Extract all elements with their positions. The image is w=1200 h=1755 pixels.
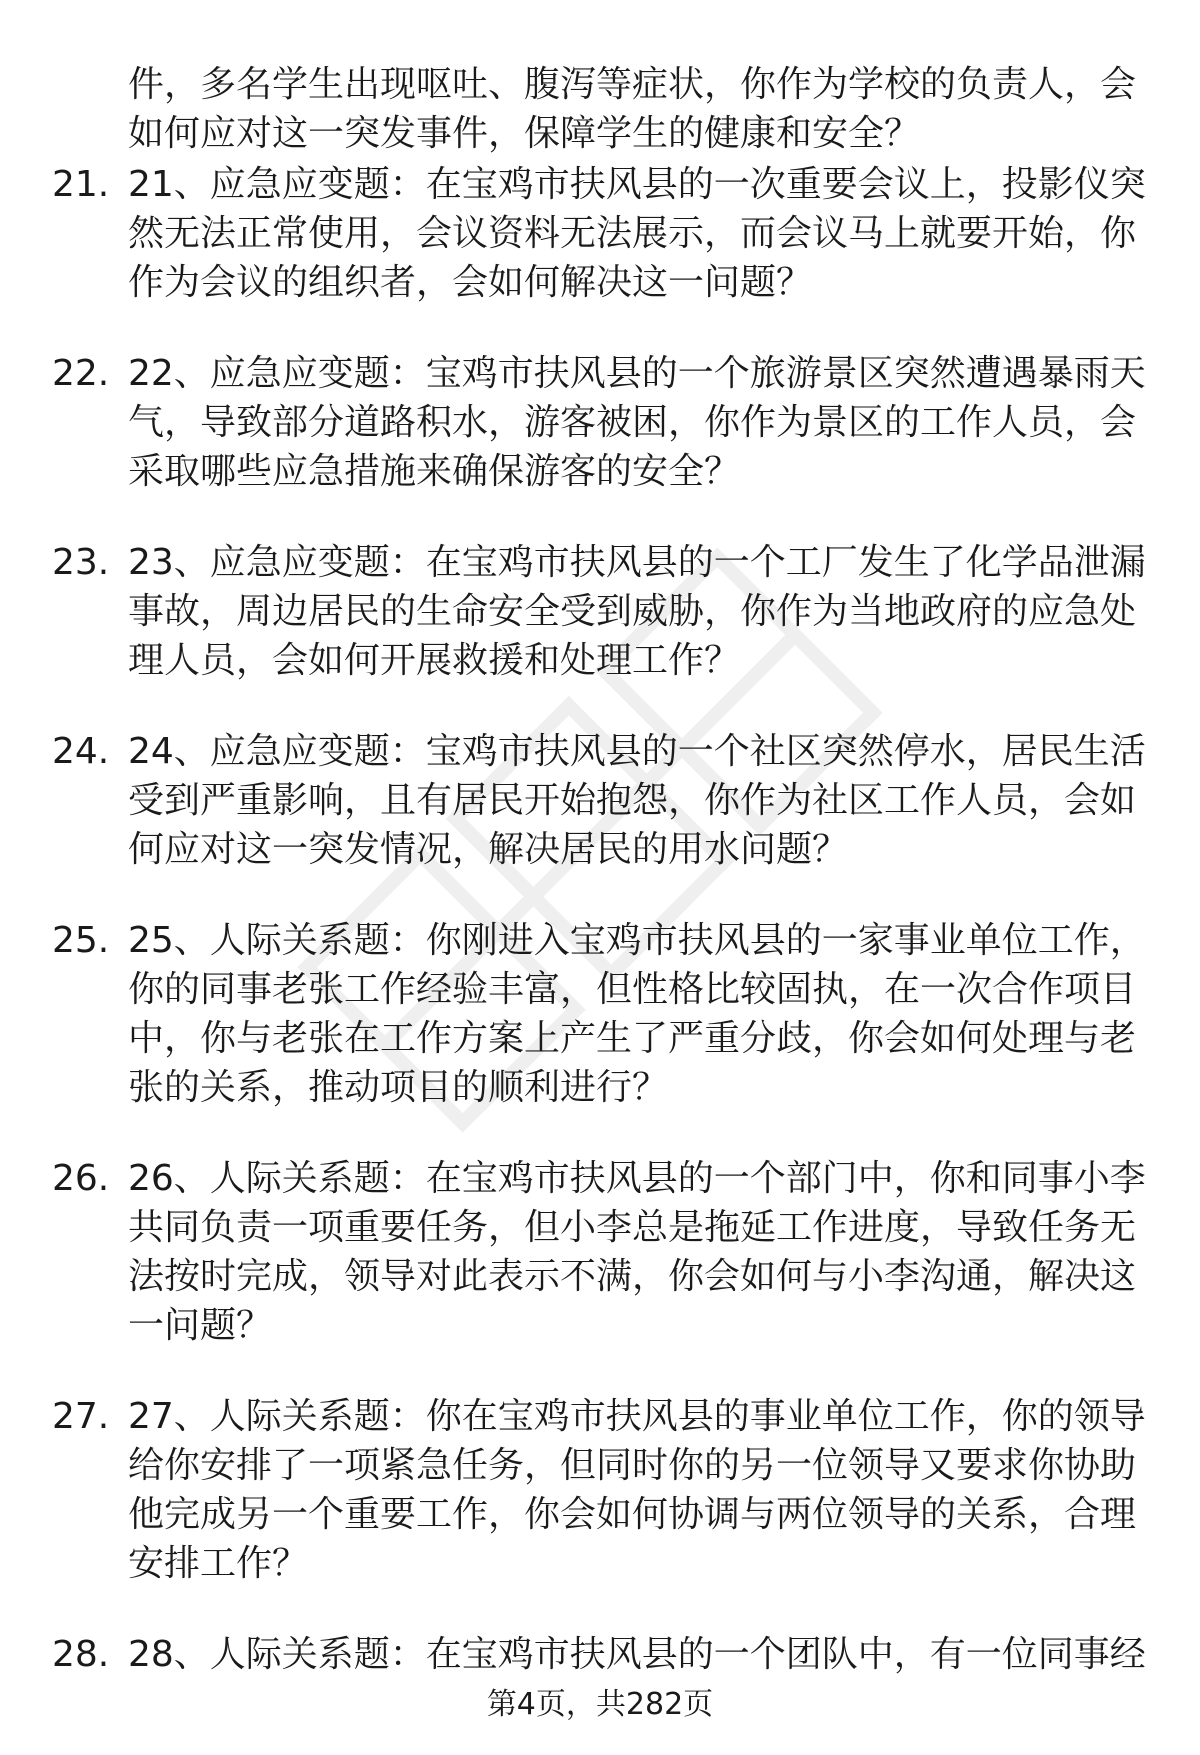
question-text: 24、应急应变题：宝鸡市扶风县的一个社区突然停水，居民生活受到严重影响，且有居民开始抱怨，你作为社区工作人员，会如何应对这一突发情况，解决居民的用水问题？ [128, 731, 1146, 870]
question-text: 21、应急应变题：在宝鸡市扶风县的一次重要会议上，投影仪突然无法正常使用，会议资料无法展示，而会议马上就要开始，你作为会议的组织者，会如何解决这一问题？ [128, 164, 1146, 303]
question-item [0, 1154, 1200, 1350]
question-text: 27、人际关系题：你在宝鸡市扶风县的事业单位工作，你的领导给你安排了一项紧急任务，但同时你的另一位领导又要求你协助他完成另一个重要工作，你会如何协调与两位领导的关系，合理安排工作？ [128, 1396, 1146, 1584]
question-text: 26、人际关系题：在宝鸡市扶风县的一个部门中，你和同事小李共同负责一项重要任务，但小李总是拖延工作进度，导致任务无法按时完成，领导对此表示不满，你会如何与小李沟通，解决这一问题？ [128, 1158, 1146, 1346]
question-number: 27. [52, 1396, 110, 1437]
question-item [0, 727, 1200, 874]
question-number: 28. [52, 1634, 110, 1675]
question-number: 22. [52, 353, 110, 394]
question-text: 28、人际关系题：在宝鸡市扶风县的一个团队中，有一位同事经 [128, 1634, 1146, 1675]
question-item [0, 349, 1200, 496]
question-item [0, 1392, 1200, 1588]
question-item [0, 916, 1200, 1112]
question-text: 22、应急应变题：宝鸡市扶风县的一个旅游景区突然遭遇暴雨天气，导致部分道路积水，游客被困，你作为景区的工作人员，会采取哪些应急措施来确保游客的安全？ [128, 353, 1146, 492]
question-number: 26. [52, 1158, 110, 1199]
continuation-paragraph: 件，多名学生出现呕吐、腹泻等症状，你作为学校的负责人，会如何应对这一突发事件，保障学生的健康和安全？ [128, 64, 1137, 154]
question-number: 25. [52, 920, 110, 961]
question-text: 23、应急应变题：在宝鸡市扶风县的一个工厂发生了化学品泄漏事故，周边居民的生命安全受到威胁，你作为当地政府的应急处理人员，会如何开展救援和处理工作？ [128, 542, 1146, 681]
question-number: 24. [52, 731, 110, 772]
question-number: 23. [52, 542, 110, 583]
question-item [0, 1630, 1200, 1679]
question-list [0, 160, 1200, 1721]
question-item [0, 160, 1200, 307]
question-number: 21. [52, 164, 110, 205]
page-footer: 第4页，共282页 [486, 1687, 714, 1722]
question-item [0, 538, 1200, 685]
question-text: 25、人际关系题：你刚进入宝鸡市扶风县的一家事业单位工作，你的同事老张工作经验丰富，但性格比较固执，在一次合作项目中，你与老张在工作方案上产生了严重分歧，你会如何处理与老张的关系，推动项目的顺利进行？ [128, 920, 1146, 1108]
